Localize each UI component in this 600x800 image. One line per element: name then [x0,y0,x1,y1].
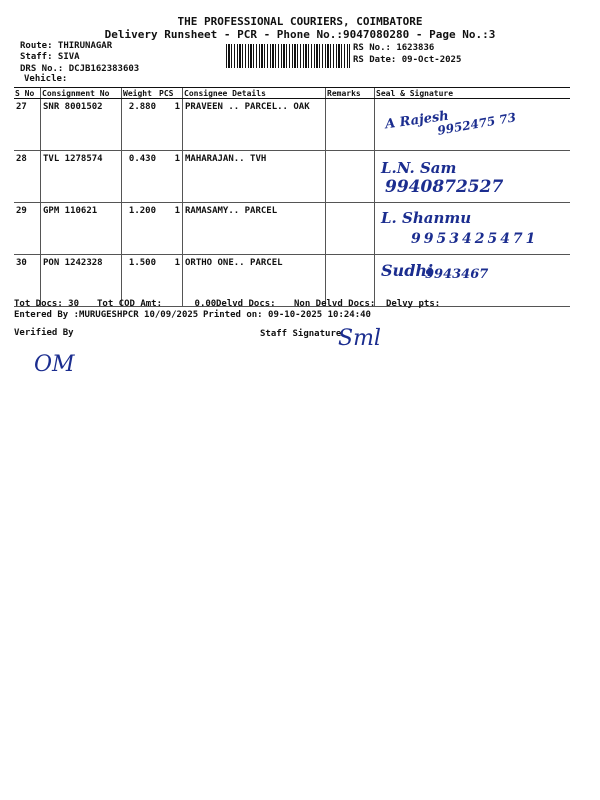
runsheet-title: THE PROFESSIONAL COURIERS, COIMBATORE [177,15,423,28]
verifier-signature: OM [34,352,75,377]
printed-on: Printed on: 09-10-2025 10:24:40 [203,310,371,320]
cell-remarks [326,99,375,151]
cell-pcs: 1 [158,99,183,151]
cell-weight: 0.430 [122,151,159,203]
cell-remarks [326,203,375,255]
delivered-docs: Delvd Docs: [216,299,276,309]
col-sno: S No [14,88,41,99]
cell-weight: 2.880 [122,99,159,151]
runsheet-table [14,87,570,307]
cell-consignee: ORTHO ONE.. PARCEL [183,255,326,307]
handwritten-phone: 9940872527 [385,177,504,197]
non-delivered-docs: Non Delvd Docs: [294,299,376,309]
handwritten-signature: A Rajesh [384,108,450,133]
cell-signature [375,151,571,203]
cell-signature [375,99,571,151]
cell-consignment: GPM 110621 [41,203,122,255]
cell-remarks [326,151,375,203]
cell-weight: 1.200 [122,203,159,255]
staff-signature-label: Staff Signature [260,329,342,339]
rs-number: RS No.: 1623836 [353,43,435,53]
table-row [14,99,570,151]
handwritten-phone: 9953425471 [411,231,539,247]
total-docs: Tot Docs: 30 [14,299,80,309]
cell-sno: 30 [14,255,41,307]
col-consignee: Consignee Details [183,88,326,99]
col-consignment: Consignment No [41,88,122,99]
cell-consignee: RAMASAMY.. PARCEL [183,203,326,255]
table-header-row [14,88,570,99]
rs-date: RS Date: 09-Oct-2025 [353,55,462,65]
handwritten-phone: 9952475 73 [436,110,517,138]
staff-label: Staff: SIVA [20,52,80,62]
cell-consignment: TVL 1278574 [41,151,122,203]
cell-signature [375,203,571,255]
cell-sno: 27 [14,99,41,151]
cell-weight: 1.500 [122,255,159,307]
cell-pcs: 1 [158,203,183,255]
cell-consignment: PON 1242328 [41,255,122,307]
cell-sno: 28 [14,151,41,203]
cell-pcs: 1 [158,151,183,203]
route-label: Route: THIRUNAGAR [20,41,113,51]
col-pcs: PCS [158,88,183,99]
drs-number: DRS No.: DCJB162383603 [20,64,140,74]
entered-by: Entered By :MURUGESHPCR 10/09/2025 [14,310,199,320]
cell-sno: 29 [14,203,41,255]
vehicle-label: Vehicle: [24,74,68,84]
col-seal-signature: Seal & Signature [375,88,571,99]
col-weight: Weight [122,88,159,99]
table-row [14,203,570,255]
cell-consignee: MAHARAJAN.. TVH [183,151,326,203]
table-row [14,151,570,203]
cell-consignment: SNR 8001502 [41,99,122,151]
col-remarks: Remarks [326,88,375,99]
staff-handwritten-signature: Sml [338,326,381,351]
delivery-points: Delvy pts: [386,299,441,309]
runsheet-subtitle: Delivery Runsheet - PCR - Phone No.:9047080280 - Page No.:3 [104,28,496,41]
barcode-image [226,44,350,68]
verified-by-label: Verified By [14,328,74,338]
handwritten-signature: L.N. Sam [381,159,457,177]
cell-consignee: PRAVEEN .. PARCEL.. OAK [183,99,326,151]
total-cod-amount: Tot COD Amt: 0.00 [97,299,217,309]
handwritten-signature: Sudhi [381,261,434,280]
cell-pcs: 1 [158,255,183,307]
handwritten-signature: L. Shanmu [381,209,472,227]
handwritten-phone: 9943467 [425,267,489,282]
